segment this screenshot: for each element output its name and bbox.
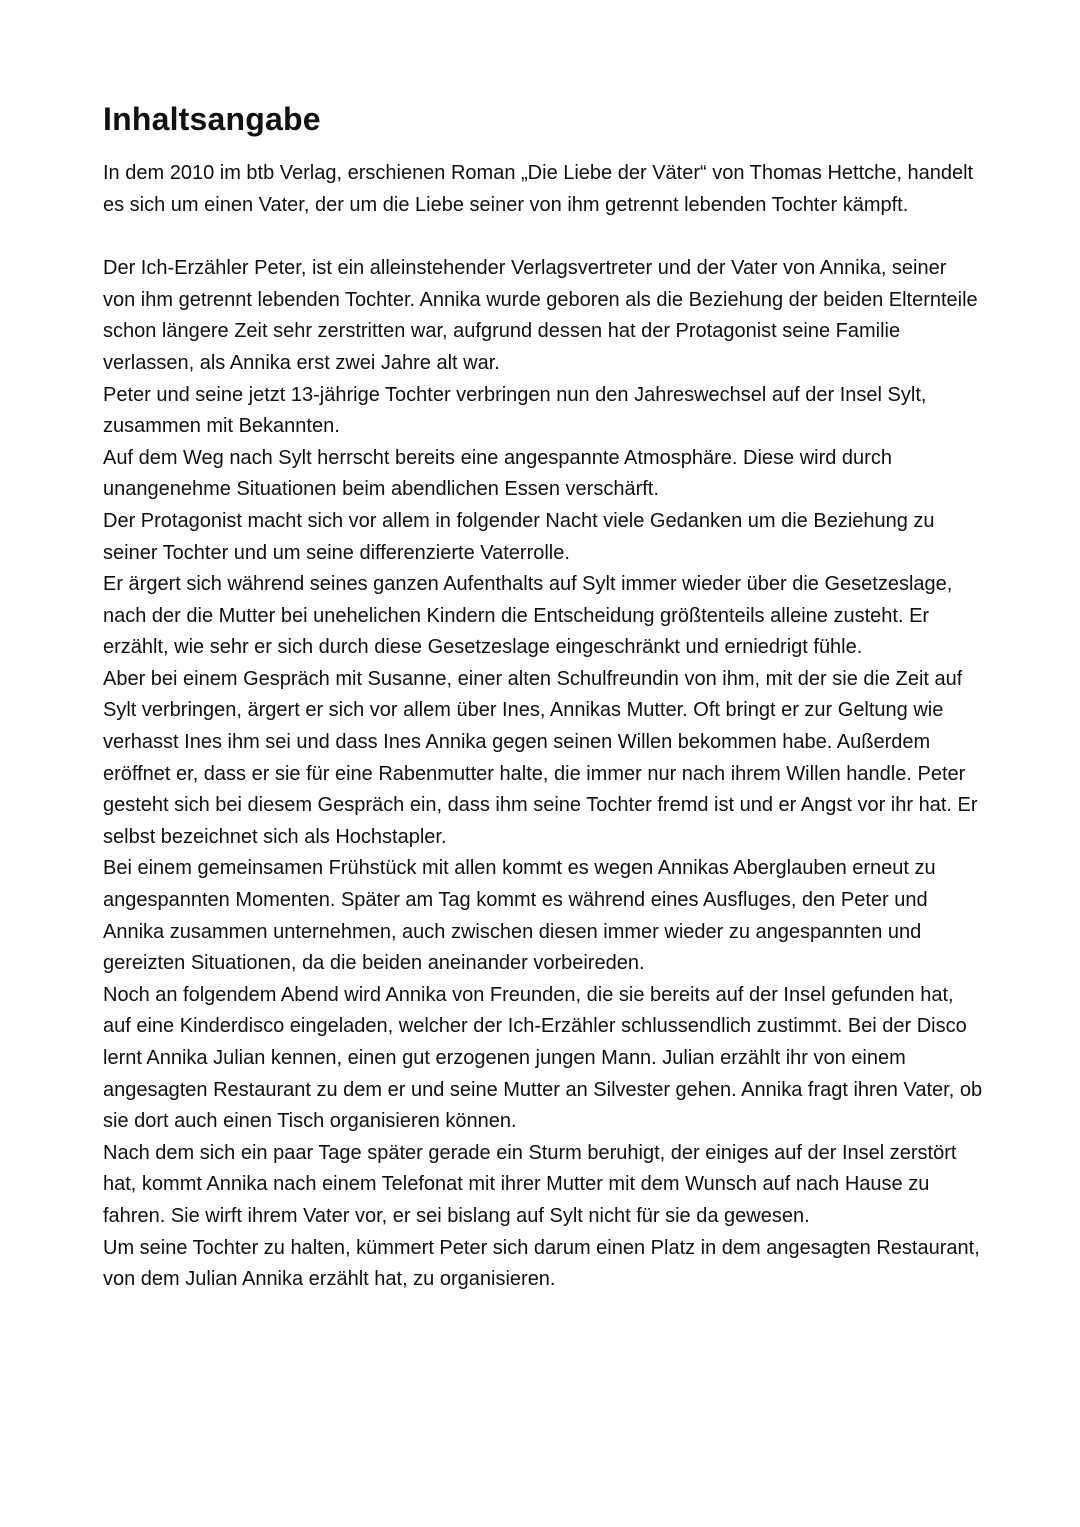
paragraph: Nach dem sich ein paar Tage später gerade ein Sturm beruhigt, der einiges auf der Insel zerstört hat, kommt Annika nach einem Telefonat mit ihrer Mutter mit dem Wunsch auf nach Hause zu fahren. Sie wirft ihrem Vater vor, er sei bislang auf Sylt nicht für sie da gewesen.: [103, 1141, 957, 1227]
page-title: Inhaltsangabe: [103, 101, 321, 137]
paragraph: Noch an folgendem Abend wird Annika von Freunden, die sie bereits auf der Insel gefunden hat, auf eine Kinderdisco eingeladen, welcher der Ich-Erzähler schlussendlich zustimmt. Bei der Disco lernt Annika Julian kennen, einen gut erzogenen jungen Mann. Julian erzählt ihr von einem angesagten Restaurant zu dem er und seine Mutter an Silvester gehen. Annika fragt ihren Vater, ob sie dort auch einen Tisch organisieren können.: [103, 983, 983, 1133]
paragraph: Aber bei einem Gespräch mit Susanne, einer alten Schulfreundin von ihm, mit der sie die Zeit auf Sylt verbringen, ärgert er sich vor allem über Ines, Annikas Mutter. Oft bringt er zur Geltung wie verhasst Ines ihm sei und dass Ines Annika gegen seinen Willen bekommen habe. Außerdem eröffnet er, dass er sie für eine Rabenmutter halte, die immer nur nach ihrem Willen handle. Peter gesteht sich bei diesem Gespräch ein, dass ihm seine Tochter fremd ist und er Angst vor ihr hat. Er selbst bezeichnet sich als Hochstapler.: [103, 667, 978, 848]
paragraph: Um seine Tochter zu halten, kümmert Peter sich darum einen Platz in dem angesagten Restaurant, von dem Julian Annika erzählt hat, zu organisieren.: [103, 1236, 980, 1291]
paragraph: Bei einem gemeinsamen Frühstück mit allen kommt es wegen Annikas Aberglauben erneut zu angespannten Momenten. Später am Tag kommt es während eines Ausfluges, den Peter und Annika zusammen unternehmen, auch zwischen diesen immer wieder zu angespannten und gereizten Situationen, da die beiden aneinander vorbeireden.: [103, 857, 936, 975]
paragraph: Der Ich-Erzähler Peter, ist ein alleinstehender Verlagsvertreter und der Vater von Annika, seiner von ihm getrennt lebenden Tochter. Annika wurde geboren als die Beziehung der beiden Elternteile schon längere Zeit sehr zerstritten war, aufgrund dessen hat der Protagonist seine Familie verlassen, als Annika erst zwei Jahre alt war.: [103, 257, 978, 374]
paragraph-spacer: [103, 222, 983, 254]
paragraph: Auf dem Weg nach Sylt herrscht bereits eine angespannte Atmosphäre. Diese wird durch unangenehme Situationen beim abendlichen Essen verschärft.: [103, 446, 892, 501]
paragraph: Er ärgert sich während seines ganzen Aufenthalts auf Sylt immer wieder über die Gesetzeslage, nach der die Mutter bei unehelichen Kindern die Entscheidung größtenteils alleine zusteht. Er erzählt, wie sehr er sich durch diese Gesetzeslage eingeschränkt und erniedrigt fühle.: [103, 573, 953, 659]
document-page: [103, 100, 983, 1296]
paragraph: Der Protagonist macht sich vor allem in folgender Nacht viele Gedanken um die Beziehung zu seiner Tochter und um seine differenzierte Vaterrolle.: [103, 509, 935, 564]
paragraph: Peter und seine jetzt 13-jährige Tochter verbringen nun den Jahreswechsel auf der Insel Sylt, zusammen mit Bekannten.: [103, 383, 927, 438]
intro-paragraph: In dem 2010 im btb Verlag, erschienen Roman „Die Liebe der Väter“ von Thomas Hettche, handelt es sich um einen Vater, der um die Liebe seiner von ihm getrennt lebenden Tochter kämpft.: [103, 162, 974, 216]
